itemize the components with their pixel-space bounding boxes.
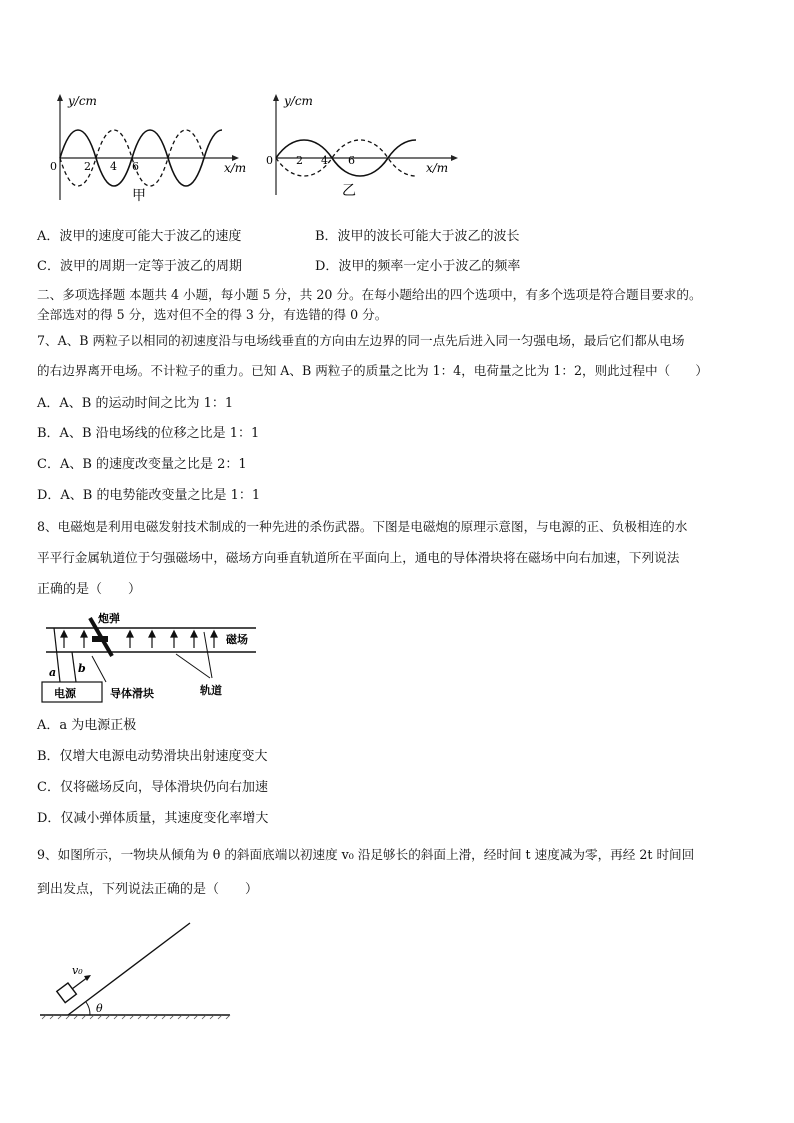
q7-option-a: A．A、B 的运动时间之比为 1：1 <box>37 396 234 411</box>
source-label: 电源 <box>54 687 76 700</box>
origin-label: 0 <box>266 154 273 167</box>
label-a: a <box>49 666 57 679</box>
section-heading-line1: 二、多项选择题 本题共 4 小题，每小题 5 分，共 20 分。在每小题给出的四个选项中，有多个选项是符合题目要求的。 <box>37 287 702 302</box>
section-heading-line2: 全部选对的得 5 分，选对但不全的得 3 分，有选错的得 0 分。 <box>37 307 388 322</box>
x-axis-label: x/m <box>426 161 449 175</box>
q7-option-b: B．A、B 沿电场线的位移之比是 1：1 <box>37 426 260 441</box>
projectile-label: 炮弹 <box>98 612 120 625</box>
incline-surface <box>68 923 190 1015</box>
q9-stem-line2: 到出发点，下列说法正确的是（ ） <box>37 882 259 897</box>
figure-caption: 乙 <box>342 183 356 199</box>
x-axis-label: x/m <box>224 161 247 175</box>
velocity-arrow <box>72 977 88 989</box>
q8-option-b: B．仅增大电源电动势滑块出射速度变大 <box>37 749 268 764</box>
q8-option-a: A．a 为电源正极 <box>37 718 137 733</box>
q7-option-c: C．A、B 的速度改变量之比是 2：1 <box>37 457 247 472</box>
q6-option-b: B．波甲的波长可能大于波乙的波长 <box>315 229 520 244</box>
wire-b <box>72 652 76 682</box>
rail-leader-line <box>176 654 210 678</box>
q7-option-d: D．A、B 的电势能改变量之比是 1：1 <box>37 488 261 503</box>
q8-stem-line3: 正确的是（ ） <box>37 582 142 597</box>
q8-option-c: C．仅将磁场反向，导体滑块仍向右加速 <box>37 780 268 795</box>
magnetic-field-arrows <box>61 631 217 648</box>
figure-caption: 甲 <box>132 188 146 204</box>
tick-label: 2 <box>84 160 91 173</box>
slider-leader-line <box>92 656 106 682</box>
q6-option-d: D．波甲的频率一定小于波乙的频率 <box>315 259 521 274</box>
tick-label: 6 <box>348 154 355 167</box>
rail-label: 轨道 <box>200 684 222 697</box>
rail-leader-line <box>204 632 212 678</box>
tick-label: 2 <box>296 154 303 167</box>
slider-label: 导体滑块 <box>110 687 154 700</box>
block <box>57 983 77 1003</box>
theta-label: θ <box>96 1002 103 1015</box>
q8-stem-line2: 平平行金属轨道位于匀强磁场中，磁场方向垂直轨道所在平面向上，通电的导体滑块将在磁场中向右加速，下列说法 <box>37 550 680 565</box>
origin-label: 0 <box>50 160 57 173</box>
q8-option-d: D．仅减小弹体质量，其速度变化率增大 <box>37 811 269 826</box>
q9-stem-line1: 9、如图所示，一物块从倾角为 θ 的斜面底端以初速度 v₀ 沿足够长的斜面上滑，经时间 t 速度减为零，再经 2t 时间回 <box>37 847 695 862</box>
wave-figure-yi <box>264 90 464 205</box>
angle-arc <box>86 1002 90 1015</box>
field-label: 磁场 <box>226 633 248 646</box>
v0-label: v₀ <box>72 964 83 977</box>
y-axis-label: y/cm <box>68 94 97 108</box>
y-axis-label: y/cm <box>284 94 313 108</box>
q7-stem-line2: 的右边界离开电场。不计粒子的重力。已知 A、B 两粒子的质量之比为 1：4，电荷量之比为 1：2，则此过程中（ ） <box>37 363 708 378</box>
tick-label: 6 <box>132 160 139 173</box>
q6-option-a: A．波甲的速度可能大于波乙的速度 <box>37 229 242 244</box>
q7-stem-line1: 7、A、B 两粒子以相同的初速度沿与电场线垂直的方向由左边界的同一点先后进入同一匀强电场，最后它们都从电场 <box>37 333 685 348</box>
tick-label: 4 <box>110 160 117 173</box>
label-b: b <box>78 662 86 675</box>
q6-option-c: C．波甲的周期一定等于波乙的周期 <box>37 259 242 274</box>
railgun-diagram <box>40 610 270 705</box>
wave-figure-jia <box>40 90 260 205</box>
projectile <box>92 636 108 642</box>
incline-diagram <box>38 915 238 1025</box>
q8-stem-line1: 8、电磁炮是利用电磁发射技术制成的一种先进的杀伤武器。下图是电磁炮的原理示意图，与电源的正、负极相连的水 <box>37 519 688 534</box>
tick-label: 4 <box>321 154 328 167</box>
